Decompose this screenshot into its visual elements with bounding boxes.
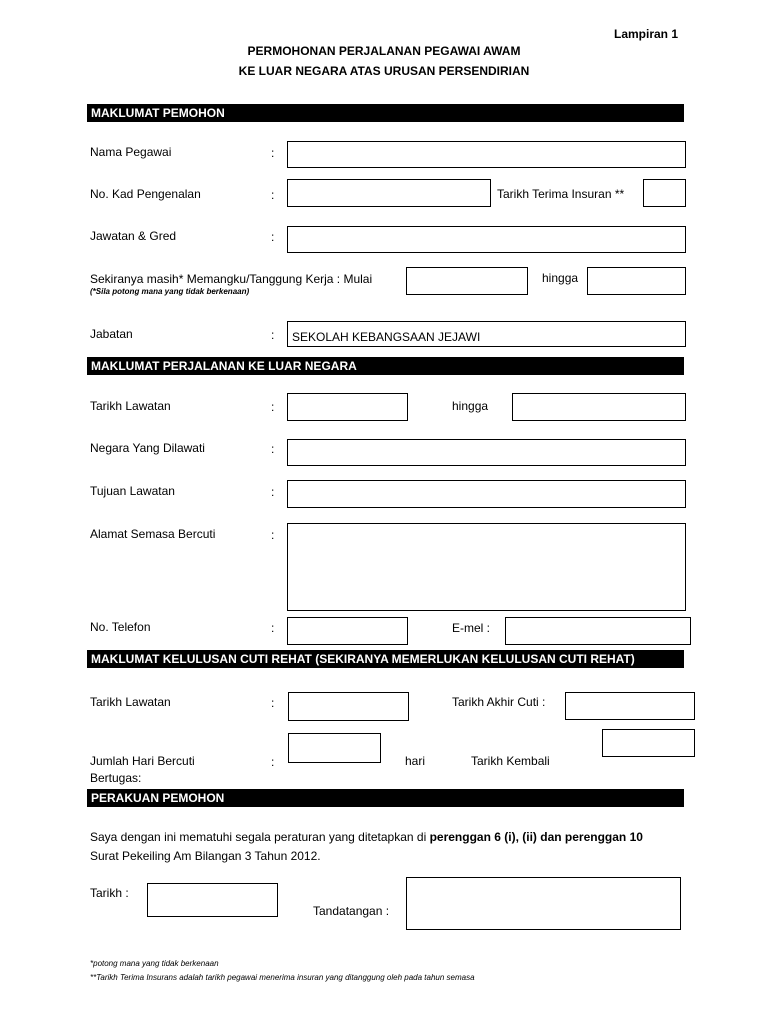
colon: :: [271, 442, 275, 456]
colon: :: [271, 528, 275, 542]
section-header-maklumat-pemohon: MAKLUMAT PEMOHON: [87, 104, 684, 122]
label-tarikh-lawatan-cuti: Tarikh Lawatan: [90, 695, 171, 709]
tarikh-lawatan-field[interactable]: [287, 393, 408, 421]
statement-text: Saya dengan ini mematuhi segala peraturan yang ditetapkan di: [90, 830, 430, 844]
label-emel: E-mel :: [452, 621, 491, 635]
label-bertugas: Bertugas:: [90, 771, 142, 785]
label-tarikh-terima-insuran: Tarikh Terima Insuran **: [497, 187, 625, 201]
emel-field[interactable]: [505, 617, 691, 645]
no-telefon-field[interactable]: [287, 617, 408, 645]
label-jabatan: Jabatan: [90, 327, 133, 341]
colon: :: [271, 328, 275, 342]
section-header-maklumat-kelulusan-cuti: MAKLUMAT KELULUSAN CUTI REHAT (SEKIRANYA MEMERLUKAN KELULUSAN CUTI REHAT): [87, 650, 684, 668]
tarikh-field[interactable]: [147, 883, 278, 917]
alamat-semasa-bercuti-field[interactable]: [287, 523, 686, 611]
label-no-kad-pengenalan: No. Kad Pengenalan: [90, 187, 201, 201]
tarikh-kembali-field[interactable]: [602, 729, 695, 757]
label-tarikh-lawatan: Tarikh Lawatan: [90, 399, 171, 413]
jabatan-field[interactable]: SEKOLAH KEBANGSAAN JEJAWI: [287, 321, 686, 347]
form-title-line2: KE LUAR NEGARA ATAS URUSAN PERSENDIRIAN: [238, 64, 530, 78]
form-title-line1: PERMOHONAN PERJALANAN PEGAWAI AWAM: [247, 44, 521, 58]
tarikh-terima-insuran-field[interactable]: [643, 179, 686, 207]
section-header-maklumat-perjalanan: MAKLUMAT PERJALANAN KE LUAR NEGARA: [87, 357, 684, 375]
negara-dilawati-field[interactable]: [287, 439, 686, 466]
colon: :: [271, 230, 275, 244]
label-no-telefon: No. Telefon: [90, 620, 151, 634]
footnote-tarikh-terima-insurans: **Tarikh Terima Insurans adalah tarikh pegawai menerima insuran yang ditanggung oleh pada tahun semasa: [90, 973, 475, 982]
note-sila-potong: (*Sila potong mana yang tidak berkenaan): [90, 287, 250, 296]
no-kad-pengenalan-field[interactable]: [287, 179, 491, 207]
hingga-field[interactable]: [587, 267, 686, 295]
statement-bold-text: perenggan 6 (i), (ii) dan perenggan 10: [429, 830, 643, 844]
label-tandatangan: Tandatangan :: [313, 904, 390, 918]
tarikh-lawatan-hingga-field[interactable]: [512, 393, 686, 421]
section-header-perakuan-pemohon: PERAKUAN PEMOHON: [87, 789, 684, 807]
label-hingga: hingga: [542, 271, 579, 285]
tujuan-lawatan-field[interactable]: [287, 480, 686, 508]
colon: :: [271, 696, 275, 710]
label-hari: hari: [405, 754, 426, 768]
colon: :: [271, 755, 275, 769]
label-nama-pegawai: Nama Pegawai: [90, 145, 172, 159]
label-jawatan-gred: Jawatan & Gred: [90, 229, 177, 243]
perakuan-statement-line2: Surat Pekeiling Am Bilangan 3 Tahun 2012.: [90, 849, 321, 863]
colon: :: [271, 146, 275, 160]
label-tarikh-akhir-cuti: Tarikh Akhir Cuti :: [452, 695, 546, 709]
lampiran-label: Lampiran 1: [614, 27, 679, 41]
tarikh-akhir-cuti-field[interactable]: [565, 692, 695, 720]
label-tujuan-lawatan: Tujuan Lawatan: [90, 484, 175, 498]
label-hingga: hingga: [452, 399, 489, 413]
colon: :: [271, 485, 275, 499]
footnote-potong: *potong mana yang tidak berkenaan: [90, 959, 219, 968]
jumlah-hari-field[interactable]: [288, 733, 381, 763]
label-jumlah-hari-bercuti: Jumlah Hari Bercuti: [90, 754, 195, 768]
colon: :: [271, 188, 275, 202]
colon: :: [271, 400, 275, 414]
label-sekiranya-memangku: Sekiranya masih* Memangku/Tanggung Kerja : Mulai: [90, 272, 373, 286]
tandatangan-field[interactable]: [406, 877, 681, 930]
colon: :: [271, 621, 275, 635]
nama-pegawai-field[interactable]: [287, 141, 686, 168]
label-negara-dilawati: Negara Yang Dilawati: [90, 441, 205, 455]
label-tarikh: Tarikh :: [90, 886, 129, 900]
label-alamat-semasa-bercuti: Alamat Semasa Bercuti: [90, 527, 216, 541]
tarikh-lawatan-cuti-field[interactable]: [288, 692, 409, 721]
jawatan-gred-field[interactable]: [287, 226, 686, 253]
perakuan-statement: [90, 830, 643, 844]
label-tarikh-kembali: Tarikh Kembali: [471, 754, 550, 768]
mulai-field[interactable]: [406, 267, 528, 295]
